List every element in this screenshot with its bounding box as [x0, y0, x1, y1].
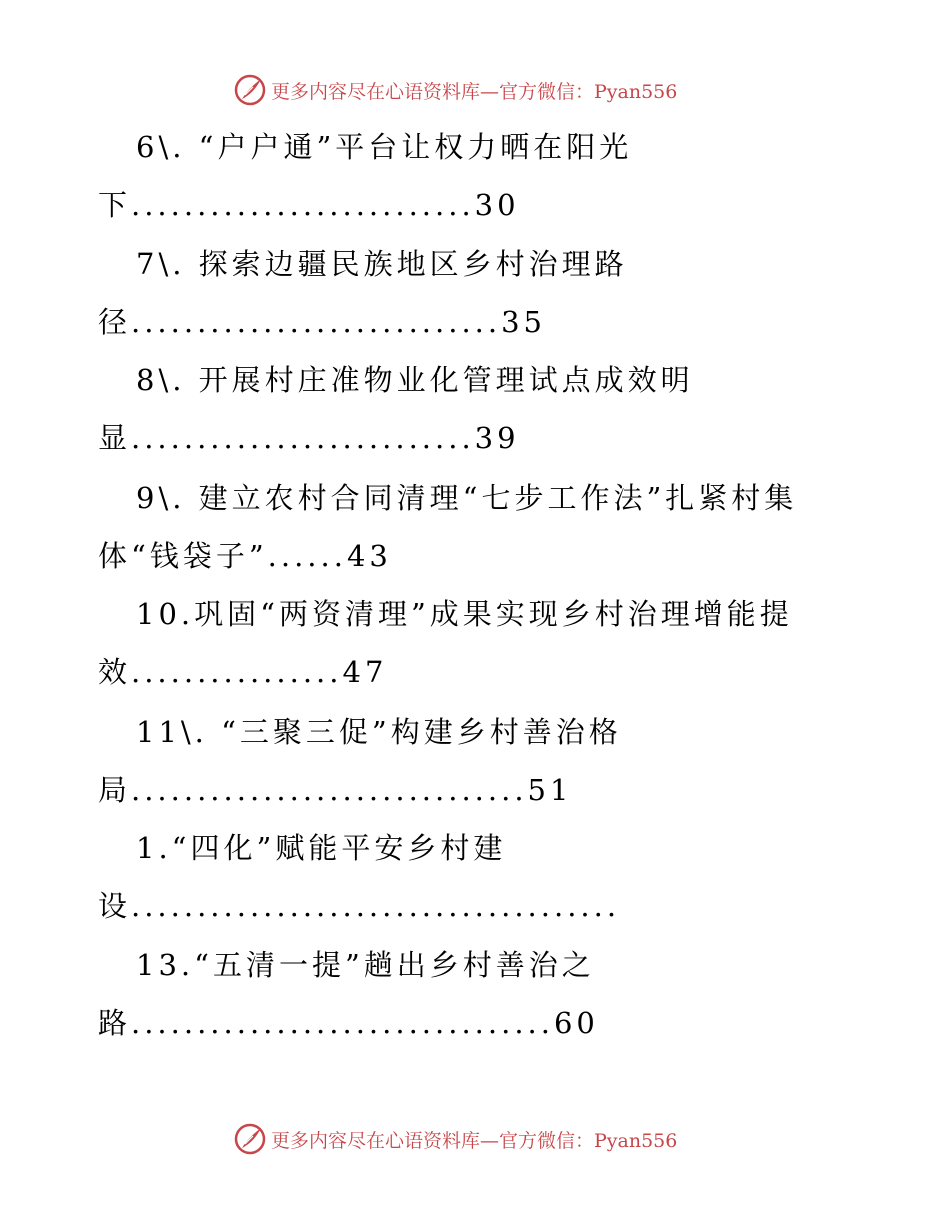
toc-entry-title: 10.巩固“两资清理”成果实现乡村治理增能提: [136, 597, 793, 631]
toc-entry-continuation: 下..........................30: [98, 188, 520, 222]
toc-entry-title: 8\. 开展村庄准物业化管理试点成效明: [136, 363, 694, 397]
header-banner: [233, 72, 677, 108]
toc-entry-continuation: 效................47: [98, 655, 388, 689]
toc-entry-title: 7\. 探索边疆民族地区乡村治理路: [136, 247, 628, 281]
toc-entry-continuation: 径............................35: [98, 305, 547, 339]
footer-banner: [233, 1121, 677, 1157]
feather-logo-icon: [233, 73, 267, 107]
toc-entry-title: 13.“五清一提”趟出乡村善治之: [136, 948, 595, 982]
toc-entry-title: 6\. “户户通”平台让权力晒在阳光: [136, 130, 633, 164]
toc-entry-title: 1.“四化”赋能平安乡村建: [136, 831, 507, 865]
toc-entry-continuation: 设.....................................: [98, 889, 621, 923]
toc-entry-continuation: 局..............................51: [98, 773, 573, 807]
feather-logo-icon: [233, 1122, 267, 1156]
toc-entry-continuation: 体“钱袋子”......43: [98, 539, 392, 573]
toc-entry-title: 11\. “三聚三促”构建乡村善治格: [136, 715, 622, 749]
toc-entry-continuation: 路................................60: [98, 1006, 599, 1040]
toc-entry-title: 9\. 建立农村合同清理“七步工作法”扎紧村集: [136, 481, 798, 515]
header-banner-text: 更多内容尽在心语资料库—官方微信：Pyan556: [271, 80, 678, 103]
toc-entry-continuation: 显..........................39: [98, 421, 520, 455]
footer-banner-text: 更多内容尽在心语资料库—官方微信：Pyan556: [271, 1129, 678, 1152]
